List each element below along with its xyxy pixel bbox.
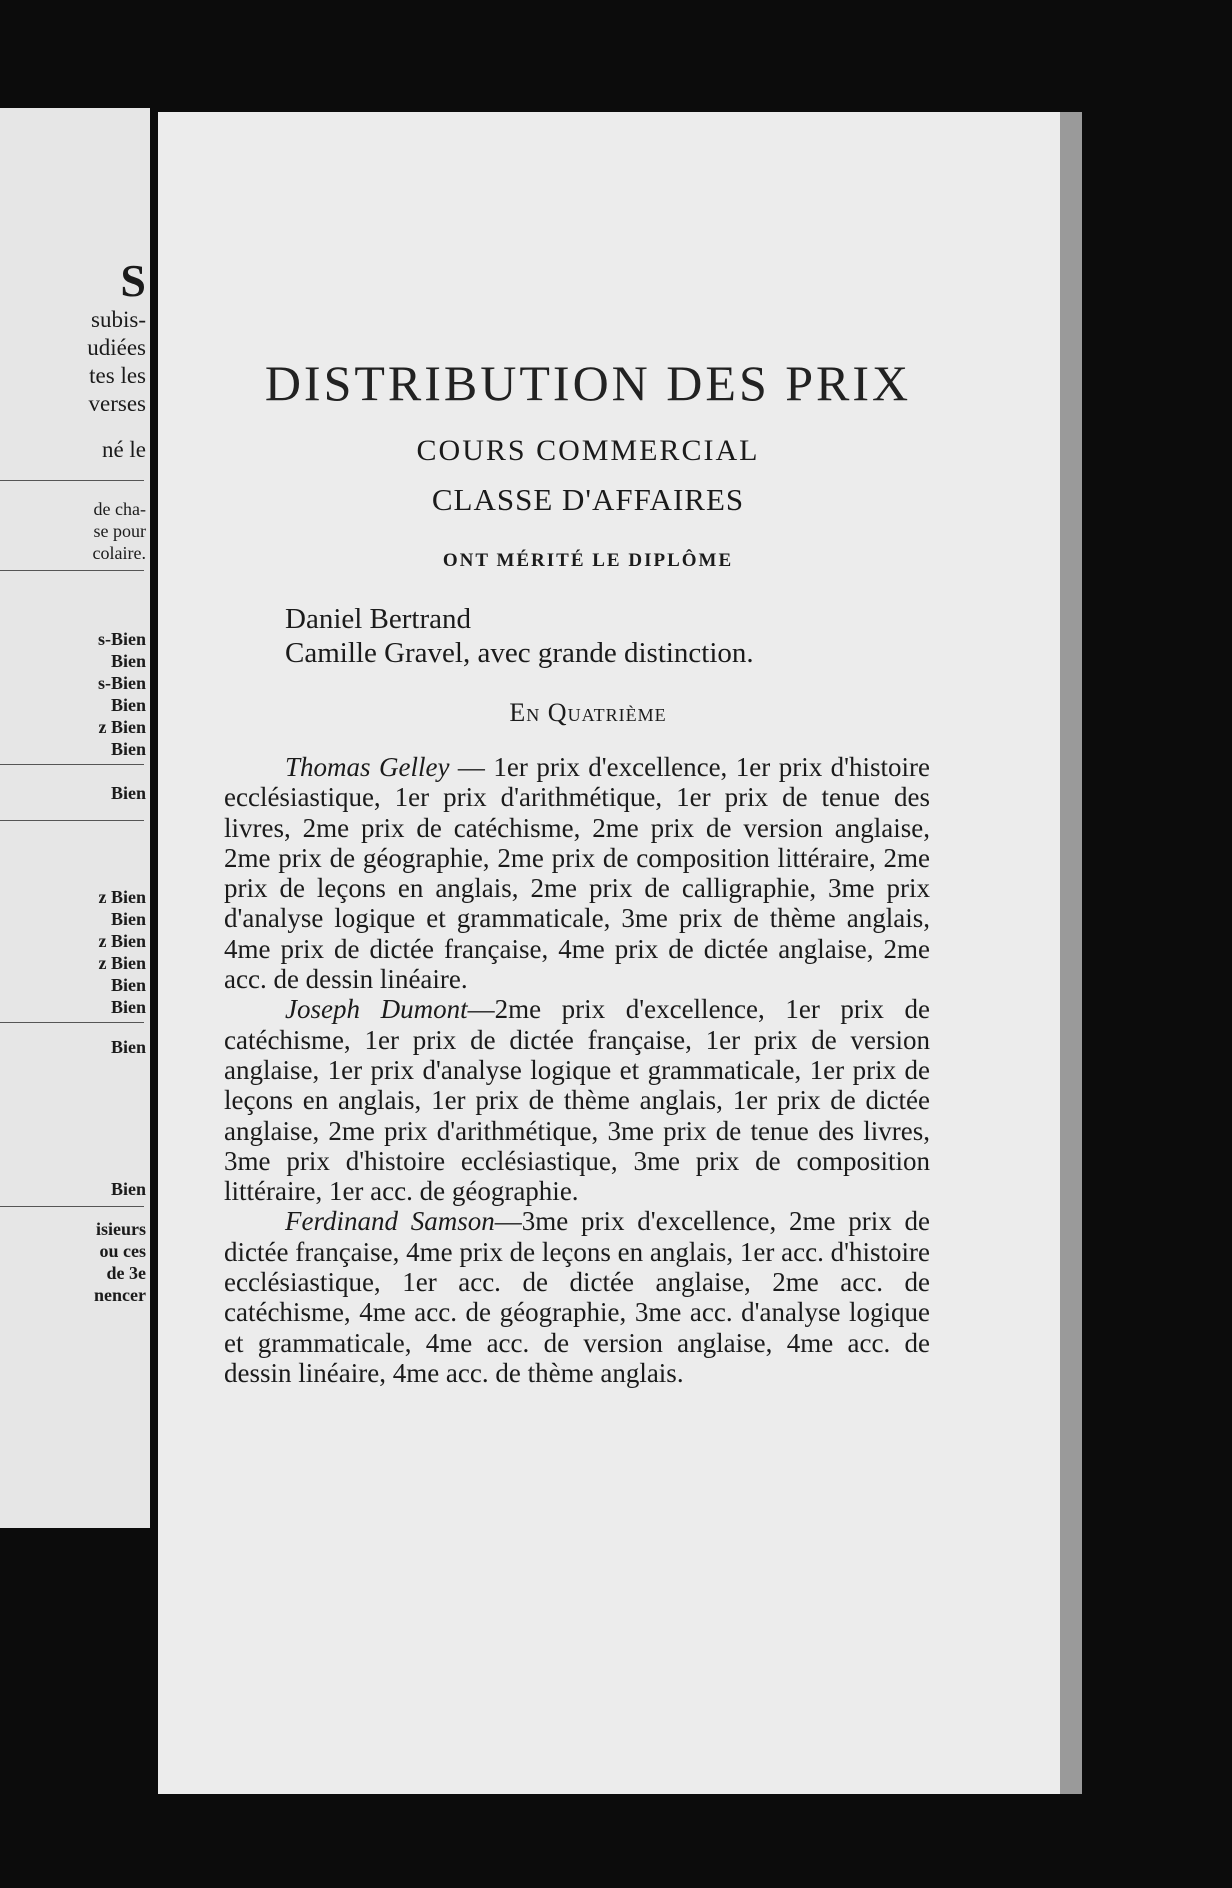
left-page-rule	[0, 764, 144, 765]
left-page-line: de 3e	[106, 1263, 146, 1283]
document-title: DISTRIBUTION DES PRIX	[264, 355, 912, 411]
right-page	[158, 112, 1060, 1794]
student-name: Thomas Gelley	[285, 752, 450, 782]
prize-entry	[224, 752, 930, 994]
left-page-rule	[0, 1022, 144, 1023]
laureate: Daniel Bertrand	[285, 603, 472, 635]
left-page-line: Bien	[110, 1179, 146, 1199]
entry-separator: —	[467, 994, 495, 1025]
left-page-line: de cha-	[93, 499, 146, 519]
left-page-line: z Bien	[98, 931, 146, 951]
student-name: Ferdinand Samson	[285, 1206, 495, 1237]
page-gutter	[150, 108, 158, 1528]
diploma-heading: ONT MÉRITÉ LE DIPLÔME	[442, 550, 734, 571]
entry-separator: —	[449, 752, 494, 782]
left-page-line: se pour	[93, 521, 146, 541]
left-page-rule	[0, 820, 144, 821]
left-page-rule	[0, 570, 144, 571]
left-page-line: né le	[101, 437, 146, 462]
left-page-line: Bien	[110, 975, 146, 995]
left-page-line: nencer	[94, 1285, 146, 1305]
left-page-rule	[0, 1206, 144, 1207]
entry-separator: —	[494, 1206, 522, 1237]
left-page-rule	[0, 480, 144, 481]
left-page-line: z Bien	[98, 717, 146, 737]
left-page-fragment	[0, 108, 150, 1528]
left-page-line: s-Bien	[97, 673, 146, 693]
diploma-laureates	[285, 602, 754, 670]
left-page-line: s-Bien	[97, 629, 146, 649]
left-page-line: subis-	[91, 307, 146, 332]
left-page-line: Bien	[110, 1037, 146, 1057]
left-page-line: Bien	[110, 783, 146, 803]
left-page-line: udiées	[87, 335, 146, 360]
document-subtitle: COURS COMMERCIAL	[416, 434, 760, 467]
prize-text: 1er prix d'excellence, 1er prix d'histoire ecclésiastique, 1er prix d'arithmétique, 1er prix de tenue des livres, 2me prix de catéchisme, 2me prix de version anglaise, 2me prix de géographie, 2me prix de composition littéraire, 2me prix de leçons en anglais, 2me prix de calligraphie, 3me prix d'analyse logique et grammaticale, 3me prix de thème anglais, 4me prix de dictée française, 4me prix de dictée anglaise, 2me acc. de dessin linéaire.	[224, 752, 931, 995]
left-page-line: ou ces	[99, 1241, 146, 1261]
page-edge-shadow	[1060, 112, 1082, 1794]
left-page-line: S	[120, 255, 146, 306]
class-heading: CLASSE D'AFFAIRES	[431, 482, 745, 517]
left-page-line: Bien	[110, 997, 146, 1017]
left-page-line: z Bien	[98, 887, 146, 907]
prize-text: 3me prix d'excellence, 2me prix de dictée française, 4me prix de leçons en anglais, 1er acc. d'histoire ecclésiastique, 1er acc. de dictée anglaise, 2me acc. de catéchisme, 4me acc. de géographie, 3me acc. d'analyse logique et grammaticale, 4me acc. de version anglaise, 4me acc. de dessin linéaire, 4me acc. de thème anglais.	[224, 1206, 930, 1388]
prize-text: 2me prix d'excellence, 1er prix de catéchisme, 1er prix de dictée française, 1er prix de version anglaise, 1er prix d'analyse logique et grammaticale, 1er prix de leçons en anglais, 1er prix de thème anglais, 1er prix de dictée anglaise, 2me prix d'arithmétique, 3me prix de tenue des livres, 3me prix d'histoire ecclésiastique, 3me prix de composition littéraire, 1er acc. de géographie.	[224, 994, 930, 1207]
left-page-line: colaire.	[92, 543, 146, 563]
prize-entry	[224, 994, 930, 1206]
left-page-line: tes les	[89, 363, 146, 388]
prize-list	[224, 752, 930, 1388]
left-page-line: Bien	[110, 651, 146, 671]
left-page-line: z Bien	[98, 953, 146, 973]
left-page-line: isieurs	[95, 1219, 146, 1239]
left-page-line: Bien	[110, 695, 146, 715]
prize-entry	[224, 1206, 930, 1388]
section-heading: En Quatrième	[509, 698, 667, 727]
left-page-line: Bien	[110, 739, 146, 759]
left-page-line: verses	[88, 391, 146, 416]
laureate: Camille Gravel, avec grande distinction.	[285, 637, 754, 669]
student-name: Joseph Dumont	[285, 994, 468, 1025]
left-page-line: Bien	[110, 909, 146, 929]
